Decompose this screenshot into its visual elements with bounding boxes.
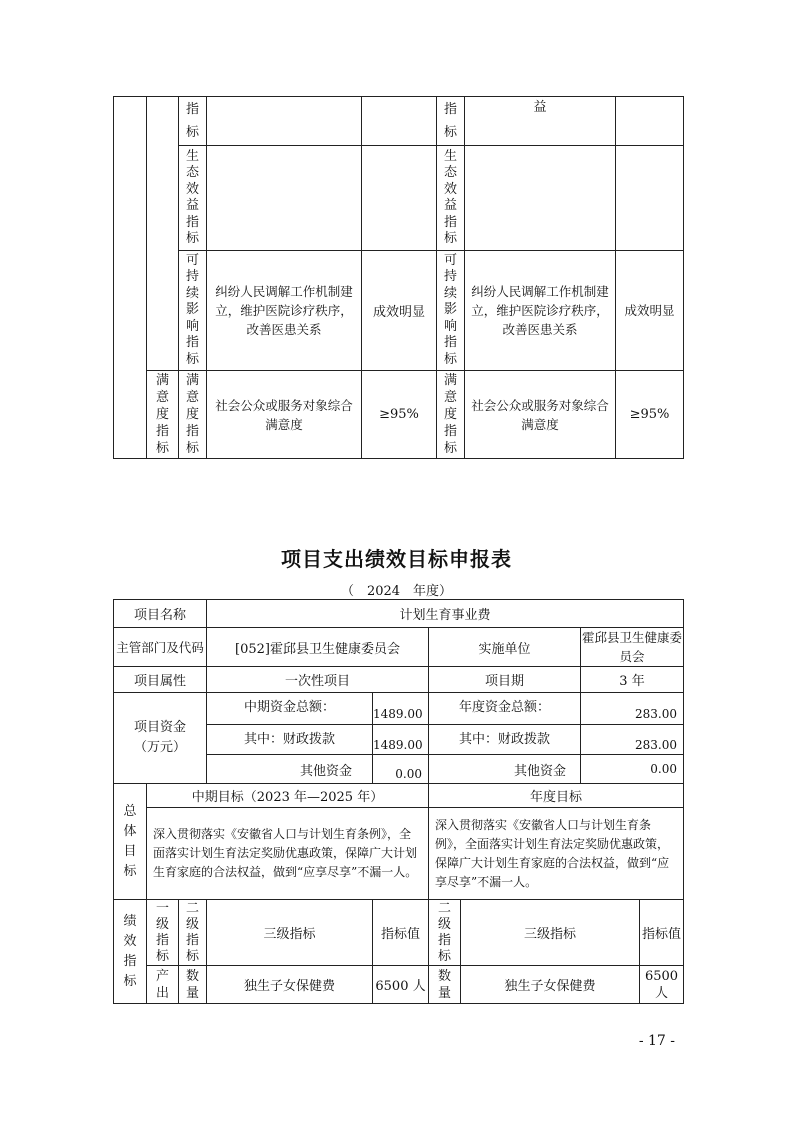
mid-goal-header: 中期目标（2023 年—2025 年）: [147, 784, 429, 808]
right-indicator-value: 6500 人: [640, 966, 684, 1004]
year-other-value: 0.00: [581, 755, 684, 784]
level2-header: 二 级 指 标: [179, 900, 207, 966]
mid-total-value: 1489.00: [373, 693, 429, 725]
right-indicator-value: 成效明显: [616, 251, 684, 371]
level1-cell: [114, 97, 147, 459]
indicator-content: [207, 97, 362, 146]
right-indicator-content: 社会公众或服务对象综合满意度: [465, 371, 616, 459]
mid-other-label: 其他资金: [207, 755, 373, 784]
level2-cell: [147, 97, 179, 371]
performance-target-form: [113, 599, 684, 1004]
right-indicator-value: [616, 146, 684, 251]
mid-fiscal-value: 1489.00: [373, 725, 429, 755]
indicator-value: [362, 146, 437, 251]
right-indicator-content: [465, 146, 616, 251]
level3-label: 指 标: [179, 97, 207, 146]
right-quantity-level2: 数 量: [429, 966, 461, 1004]
level3-label: 生 态 效 益 指 标: [179, 146, 207, 251]
indicator-content: 纠纷人民调解工作机制建立，维护医院诊疗秩序，改善医患关系: [207, 251, 362, 371]
indicator-value-header: 指标值: [373, 900, 429, 966]
year-goal-text: 深入贯彻落实《安徽省人口与计划生育条例》，全面落实计划生育法定奖励优惠政策，保障广大计划生育家庭的合法权益，做到“应享尽享”不漏一人。: [429, 808, 684, 900]
right-indicator-content: 纠纷人民调解工作机制建立，维护医院诊疗秩序，改善医患关系: [465, 251, 616, 371]
year-total-value: 283.00: [581, 693, 684, 725]
year-goal-header: 年度目标: [429, 784, 684, 808]
year-subtitle: （ 2024 年度）: [340, 584, 453, 599]
year-total-label: 年度资金总额：: [429, 693, 581, 725]
level1-header: 一 级 指 标: [147, 900, 179, 966]
right-level2-label: 生 态 效 益 指 标: [437, 146, 465, 251]
right-level2-label: 满 意 度 指 标: [437, 371, 465, 459]
level3-label: 满 意 度 指 标: [179, 371, 207, 459]
mid-fiscal-label: 其中：财政拨款: [207, 725, 373, 755]
level3-indicator: 独生子女保健费: [207, 966, 373, 1004]
mid-other-value: 0.00: [373, 755, 429, 784]
output-level1: 产 出: [147, 966, 179, 1004]
page-title: 项目支出绩效目标申报表: [281, 547, 512, 571]
right-indicator-content: 益: [465, 97, 616, 146]
indicator-content: 社会公众或服务对象综合满意度: [207, 371, 362, 459]
right-indicator-value-header: 指标值: [640, 900, 684, 966]
level3-header: 三级指标: [207, 900, 373, 966]
right-level2-label: 可 持 续 影 响 指 标: [437, 251, 465, 371]
impl-unit-label: 实施单位: [429, 628, 581, 667]
indicator-table-continued: [113, 96, 684, 459]
quantity-level2: 数 量: [179, 966, 207, 1004]
year-other-label: 其他资金: [429, 755, 581, 784]
right-level3-header: 三级指标: [461, 900, 640, 966]
indicator-value: [362, 97, 437, 146]
mid-total-label: 中期资金总额：: [207, 693, 373, 725]
project-attr-value: 一次性项目: [207, 667, 429, 693]
mid-goal-text: 深入贯彻落实《安徽省人口与计划生育条例》，全面落实计划生育法定奖励优惠政策，保障广大计划生育家庭的合法权益，做到“应享尽享”不漏一人。: [147, 808, 429, 900]
project-funds-label: 项目资金 （万元）: [114, 693, 207, 784]
right-level2-header: 二 级 指 标: [429, 900, 461, 966]
right-indicator-value: [616, 97, 684, 146]
dept-value: [052]霍邱县卫生健康委员会: [207, 628, 429, 667]
year-fiscal-label: 其中：财政拨款: [429, 725, 581, 755]
year-fiscal-value: 283.00: [581, 725, 684, 755]
indicator-value: ≥95%: [362, 371, 437, 459]
level2-label: 满 意 度 指 标: [147, 371, 179, 459]
indicator-value: 6500 人: [373, 966, 429, 1004]
project-period-label: 项目期: [429, 667, 581, 693]
project-name-value: 计划生育事业费: [207, 600, 684, 628]
impl-unit-value: 霍邱县卫生健康委员会: [581, 628, 684, 667]
performance-indicators-label: 绩 效 指 标: [114, 900, 147, 1004]
indicator-content: [207, 146, 362, 251]
project-name-label: 项目名称: [114, 600, 207, 628]
level3-label: 可 持 续 影 响 指 标: [179, 251, 207, 371]
right-indicator-value: ≥95%: [616, 371, 684, 459]
project-attr-label: 项目属性: [114, 667, 207, 693]
indicator-value: 成效明显: [362, 251, 437, 371]
dept-label: 主管部门及代码: [114, 628, 207, 667]
overall-goal-label: 总 体 目 标: [114, 784, 147, 900]
right-level3-indicator: 独生子女保健费: [461, 966, 640, 1004]
project-period-value: 3 年: [581, 667, 684, 693]
page-number: - 17 -: [638, 1033, 675, 1049]
right-level2-label: 指 标: [437, 97, 465, 146]
